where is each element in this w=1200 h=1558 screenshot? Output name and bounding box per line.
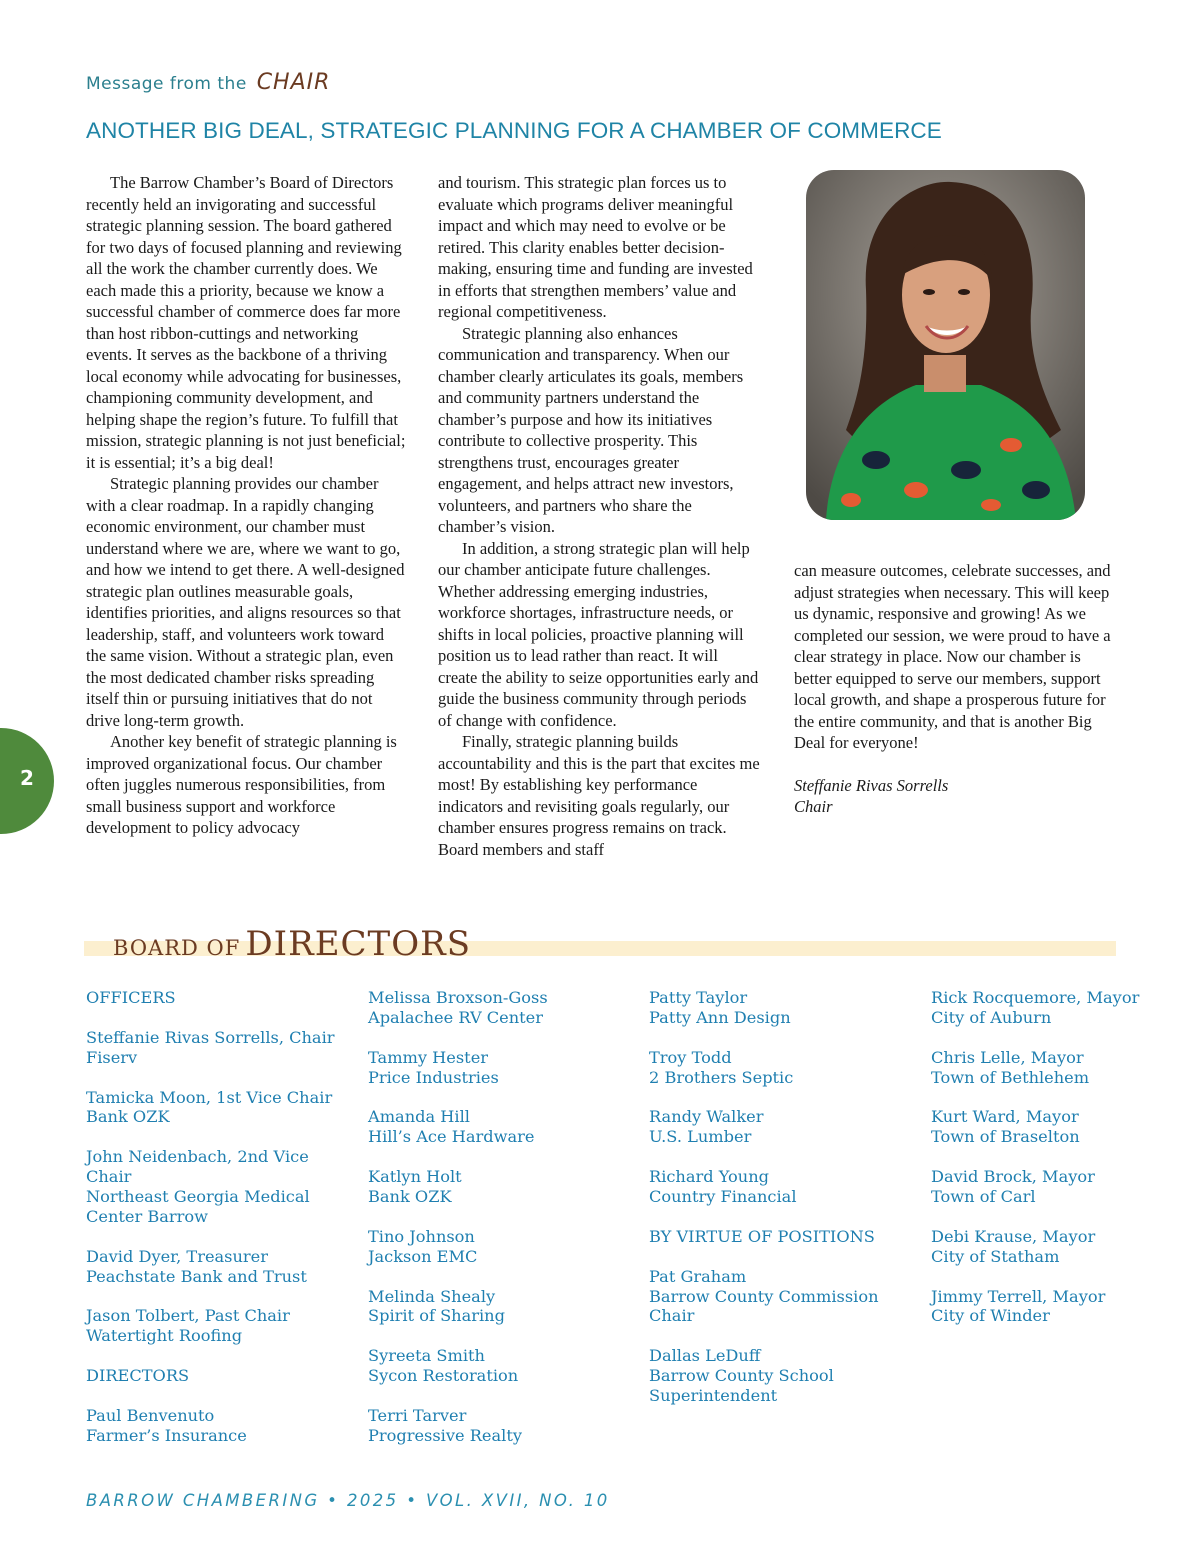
directors-column-4 — [931, 988, 1191, 1346]
directory-entry — [649, 988, 909, 1028]
page-number: 2 — [20, 766, 34, 790]
signature-name: Steffanie Rivas Sorrells — [794, 775, 949, 795]
directory-line-primary: Paul Benvenuto — [86, 1405, 215, 1425]
article-paragraph: Strategic planning also enhances communication and transparency. When our chamber clearly articulates its goals, members and community partners understand the chamber’s purpose and how its initiatives contribute to collective prosperity. This strengthens trust, encourages greater engagement, and helps attract new investors, volunteers, and partners who share the chamber’s vision. — [438, 323, 744, 536]
directory-line-primary: Jason Tolbert, Past Chair — [86, 1306, 290, 1326]
directory-line-primary: Pat Graham — [649, 1266, 747, 1286]
directory-line: Superintendent — [649, 1386, 778, 1406]
directory-line-primary: Richard Young — [649, 1167, 769, 1187]
directory-line-primary: Katlyn Holt — [368, 1167, 462, 1187]
directory-line: City of Winder — [931, 1306, 1050, 1326]
article-column-3 — [794, 560, 1118, 818]
directory-entry — [86, 1028, 346, 1068]
directory-line: Center Barrow — [86, 1206, 208, 1226]
directory-line: Apalachee RV Center — [368, 1007, 543, 1027]
article-headline: ANOTHER BIG DEAL, STRATEGIC PLANNING FOR A CHAMBER OF COMMERCE — [86, 118, 942, 143]
directory-line-primary: Tino Johnson — [368, 1226, 475, 1246]
directory-line: Sycon Restoration — [368, 1366, 519, 1386]
directory-line-primary: Debi Krause, Mayor — [931, 1226, 1096, 1246]
kicker-emphasis: CHAIR — [256, 70, 331, 95]
directory-line-primary: Rick Rocquemore, Mayor — [931, 988, 1140, 1007]
directory-line: Watertight Roofing — [86, 1326, 243, 1346]
directory-entry — [86, 1147, 346, 1227]
directory-line: Hill’s Ace Hardware — [368, 1127, 535, 1147]
directory-line-primary: Kurt Ward, Mayor — [931, 1107, 1079, 1127]
directory-line: Town of Carl — [931, 1187, 1036, 1207]
directory-line: Farmer’s Insurance — [86, 1425, 247, 1445]
directory-entry — [368, 1107, 628, 1147]
directory-line-primary: David Dyer, Treasurer — [86, 1246, 268, 1266]
directory-line-primary: Steffanie Rivas Sorrells, Chair — [86, 1027, 335, 1047]
board-title-big: DIRECTORS — [245, 924, 471, 964]
chair-portrait-photo — [806, 170, 1085, 520]
directory-heading — [649, 1227, 909, 1247]
board-title — [113, 924, 471, 964]
directory-entry — [931, 1287, 1191, 1327]
directory-line: Town of Braselton — [931, 1127, 1080, 1147]
directory-line: U.S. Lumber — [649, 1127, 752, 1147]
directory-line-primary: John Neidenbach, 2nd Vice — [86, 1147, 309, 1167]
directory-entry — [931, 988, 1191, 1028]
directory-line: Jackson EMC — [368, 1246, 478, 1266]
directory-entry — [368, 1287, 628, 1327]
article-paragraph: The Barrow Chamber’s Board of Directors recently held an invigorating and successful strategic planning session. The board gathered for two days of focused planning and reviewing all the work the chamber currently does. We each made this a priority, because we know a successful chamber of commerce does far more than host ribbon-cuttings and networking events. It serves as the backbone of a thriving local economy while advocating for businesses, championing community development, and helping shape the region’s future. To fulfill that mission, strategic planning is not just beneficial; it is essential; it’s a big deal! — [86, 173, 406, 472]
directors-column-2 — [368, 988, 628, 1466]
directory-entry — [931, 1107, 1191, 1147]
article-column-2 — [438, 172, 760, 860]
directory-entry — [931, 1227, 1191, 1267]
directory-line-primary: Tammy Hester — [368, 1047, 489, 1067]
directory-entry — [86, 1088, 346, 1128]
directory-line: Country Financial — [649, 1187, 797, 1207]
directory-heading — [86, 988, 346, 1008]
article-paragraph: can measure outcomes, celebrate successes, and adjust strategies when necessary. This will keep us dynamic, responsive and growing! As we completed our session, we were proud to have a clear strategy in place. Now our chamber is better equipped to serve our members, support local growth, and shape a prosperous future for the entire community, and that is another Big Deal for everyone! — [794, 561, 1111, 752]
directory-entry — [649, 1267, 909, 1327]
directory-entry — [931, 1048, 1191, 1088]
directory-entry — [649, 1167, 909, 1207]
directory-entry — [931, 1167, 1191, 1207]
directory-line-primary: Randy Walker — [649, 1107, 764, 1127]
directory-entry — [86, 1406, 346, 1446]
directory-line-primary: Tamicka Moon, 1st Vice Chair — [86, 1087, 333, 1107]
directory-line: City of Statham — [931, 1246, 1060, 1266]
directory-line: Progressive Realty — [368, 1425, 522, 1445]
directory-line-primary: Syreeta Smith — [368, 1346, 485, 1366]
directory-entry — [368, 1346, 628, 1386]
directory-entry — [368, 1167, 628, 1207]
article-paragraph: Finally, strategic planning builds accountability and this is the part that excites me most! By establishing key performance indicators and revisiting goals regularly, our chamber ensures progress remains on track. Board members and staff — [438, 732, 760, 859]
directory-line-primary: Dallas LeDuff — [649, 1346, 761, 1366]
article-paragraph: In addition, a strong strategic plan will help our chamber anticipate future challenges. Whether addressing emerging industries, workforce shortages, infrastructure needs, or shifts in local policies, proactive planning will position us to lead rather than react. It will create the ability to seize opportunities early and guide the business community through periods of change with confidence. — [438, 538, 759, 730]
directory-line: Chair — [86, 1167, 132, 1187]
directory-line-primary: OFFICERS — [86, 988, 176, 1007]
directory-line: Chair — [649, 1306, 695, 1326]
directory-entry — [368, 1048, 628, 1088]
directory-line: Bank OZK — [86, 1107, 170, 1127]
article-column-1 — [86, 172, 408, 839]
directory-entry — [649, 1048, 909, 1088]
directory-entry — [649, 1107, 909, 1147]
article-paragraph: and tourism. This strategic plan forces us to evaluate which programs deliver meaningful impact and which may need to evolve or be retired. This clarity enables better decision-making, ensuring time and funding are invested in efforts that strengthen members’ value and regional competitiveness. — [438, 173, 753, 321]
directory-line: Bank OZK — [368, 1187, 452, 1207]
directory-line-primary: Troy Todd — [649, 1047, 732, 1067]
directory-line: Barrow County School — [649, 1366, 834, 1386]
directory-line: Patty Ann Design — [649, 1007, 791, 1027]
directory-line: Spirit of Sharing — [368, 1306, 505, 1326]
directory-entry — [86, 1247, 346, 1287]
kicker-text: Message from the — [86, 74, 247, 94]
directory-line: Price Industries — [368, 1067, 499, 1087]
directory-line: Northeast Georgia Medical — [86, 1187, 310, 1207]
directory-line-primary: BY VIRTUE OF POSITIONS — [649, 1226, 875, 1246]
article-paragraph: Strategic planning provides our chamber with a clear roadmap. In a rapidly changing economic environment, our chamber must understand where we are, where we want to go, and how we intend to get there. A well-designed strategic plan outlines measurable goals, identifies priorities, and aligns resources so that leadership, staff, and volunteers work toward the same vision. Without a strategic plan, even the most dedicated chamber risks spreading itself thin or pursuing initiatives that do not drive long-term growth. — [86, 474, 405, 730]
directory-line: 2 Brothers Septic — [649, 1067, 794, 1087]
signature-title: Chair — [794, 797, 833, 816]
directory-line-primary: Melissa Broxson-Goss — [368, 988, 548, 1007]
directory-line-primary: David Brock, Mayor — [931, 1167, 1095, 1187]
article-paragraph: Another key benefit of strategic planning is improved organizational focus. Our chamber often juggles numerous responsibilities, from small business support and workforce development to policy advocacy — [86, 732, 397, 837]
directory-line: Barrow County Commission — [649, 1286, 879, 1306]
directory-line-primary: Jimmy Terrell, Mayor — [931, 1286, 1106, 1306]
directory-line-primary: Chris Lelle, Mayor — [931, 1047, 1084, 1067]
signature-block — [794, 775, 1118, 818]
directory-line: Town of Bethlehem — [931, 1067, 1090, 1087]
directory-entry — [368, 1406, 628, 1446]
directory-line: Peachstate Bank and Trust — [86, 1266, 307, 1286]
directors-column-1 — [86, 988, 346, 1466]
directory-line: Fiserv — [86, 1047, 138, 1067]
directors-column-3 — [649, 988, 909, 1426]
directory-line-primary: Patty Taylor — [649, 988, 748, 1007]
directory-line: City of Auburn — [931, 1007, 1052, 1027]
directory-entry — [368, 988, 628, 1028]
board-title-small: BOARD OF — [113, 936, 241, 960]
directory-line-primary: Melinda Shealy — [368, 1286, 496, 1306]
directory-line-primary: Terri Tarver — [368, 1405, 467, 1425]
directory-entry — [649, 1346, 909, 1406]
directory-line-primary: DIRECTORS — [86, 1366, 190, 1386]
directory-heading — [86, 1366, 346, 1386]
directory-entry — [86, 1306, 346, 1346]
directory-entry — [368, 1227, 628, 1267]
section-kicker — [86, 70, 330, 95]
directory-line-primary: Amanda Hill — [368, 1107, 470, 1127]
page-footer: BARROW CHAMBERING • 2025 • VOL. XVII, NO. 10 — [86, 1491, 610, 1510]
